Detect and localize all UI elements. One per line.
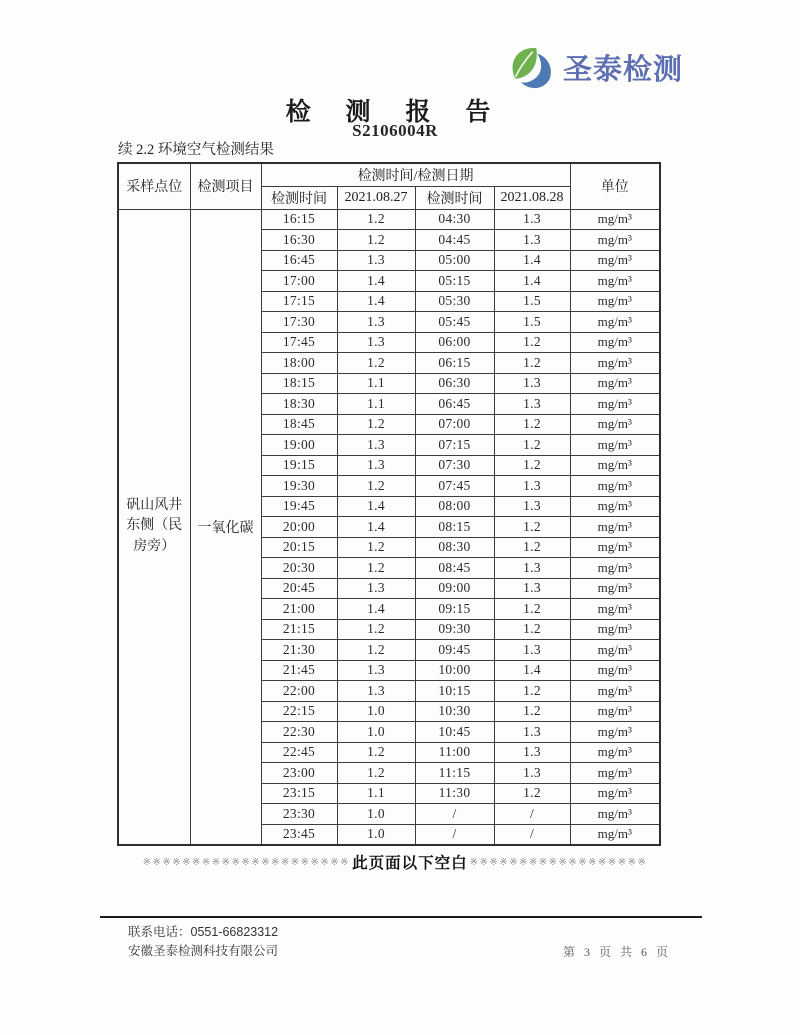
- footer-phone: 联系电话：0551-66823312: [128, 925, 279, 939]
- time-cell: /: [415, 804, 494, 825]
- unit-cell: mg/m³: [570, 640, 660, 661]
- time-cell: 21:00: [261, 599, 337, 620]
- time-cell: 09:15: [415, 599, 494, 620]
- value-cell: 1.3: [337, 681, 415, 702]
- value-cell: 1.2: [494, 599, 570, 620]
- time-cell: 21:30: [261, 640, 337, 661]
- time-cell: 07:00: [415, 414, 494, 435]
- section-label: 续 2.2 环境空气检测结果: [118, 142, 274, 158]
- unit-cell: mg/m³: [570, 763, 660, 784]
- time-cell: 20:00: [261, 517, 337, 538]
- value-cell: 1.4: [337, 271, 415, 292]
- unit-cell: mg/m³: [570, 783, 660, 804]
- value-cell: 1.2: [337, 353, 415, 374]
- th-date-1: 2021.08.27: [337, 186, 415, 209]
- time-cell: 22:30: [261, 722, 337, 743]
- unit-cell: mg/m³: [570, 209, 660, 230]
- unit-cell: mg/m³: [570, 455, 660, 476]
- value-cell: 1.2: [337, 414, 415, 435]
- unit-cell: mg/m³: [570, 332, 660, 353]
- value-cell: 1.1: [337, 373, 415, 394]
- time-cell: 06:45: [415, 394, 494, 415]
- time-cell: 23:15: [261, 783, 337, 804]
- value-cell: 1.2: [337, 537, 415, 558]
- value-cell: 1.3: [494, 476, 570, 497]
- unit-cell: mg/m³: [570, 599, 660, 620]
- value-cell: 1.0: [337, 824, 415, 845]
- value-cell: 1.4: [494, 271, 570, 292]
- value-cell: 1.2: [494, 332, 570, 353]
- unit-cell: mg/m³: [570, 578, 660, 599]
- unit-cell: mg/m³: [570, 496, 660, 517]
- logo-text: 圣泰检测: [563, 53, 684, 86]
- time-cell: /: [415, 824, 494, 845]
- value-cell: 1.2: [337, 619, 415, 640]
- value-cell: 1.4: [337, 291, 415, 312]
- th-time-date: 检测时间/检测日期: [261, 163, 570, 186]
- unit-cell: mg/m³: [570, 722, 660, 743]
- time-cell: 20:30: [261, 558, 337, 579]
- time-cell: 09:45: [415, 640, 494, 661]
- report-title: 检 测 报 告: [285, 98, 505, 126]
- value-cell: 1.2: [494, 435, 570, 456]
- time-cell: 06:00: [415, 332, 494, 353]
- time-cell: 11:30: [415, 783, 494, 804]
- th-time-2: 检测时间: [415, 186, 494, 209]
- unit-cell: mg/m³: [570, 373, 660, 394]
- time-cell: 17:45: [261, 332, 337, 353]
- value-cell: 1.3: [494, 640, 570, 661]
- time-cell: 22:45: [261, 742, 337, 763]
- unit-cell: mg/m³: [570, 312, 660, 333]
- time-cell: 22:15: [261, 701, 337, 722]
- time-cell: 19:15: [261, 455, 337, 476]
- time-cell: 05:15: [415, 271, 494, 292]
- time-cell: 10:00: [415, 660, 494, 681]
- value-cell: 1.4: [337, 517, 415, 538]
- unit-cell: mg/m³: [570, 230, 660, 251]
- results-tbody: [118, 209, 660, 845]
- value-cell: 1.2: [337, 476, 415, 497]
- value-cell: 1.0: [337, 722, 415, 743]
- time-cell: 11:00: [415, 742, 494, 763]
- value-cell: 1.3: [494, 230, 570, 251]
- value-cell: 1.3: [494, 496, 570, 517]
- time-cell: 23:45: [261, 824, 337, 845]
- value-cell: 1.2: [337, 209, 415, 230]
- unit-cell: mg/m³: [570, 517, 660, 538]
- value-cell: 1.2: [494, 455, 570, 476]
- report-number: S2106004R: [352, 121, 438, 140]
- value-cell: 1.0: [337, 804, 415, 825]
- value-cell: 1.0: [337, 701, 415, 722]
- th-sampling-point: 采样点位: [118, 163, 190, 209]
- table-row: [118, 209, 660, 230]
- table-header: [118, 163, 660, 209]
- th-date-2: 2021.08.28: [494, 186, 570, 209]
- unit-cell: mg/m³: [570, 558, 660, 579]
- results-table: [117, 162, 661, 846]
- company-logo: [503, 40, 683, 94]
- value-cell: 1.3: [494, 373, 570, 394]
- value-cell: 1.4: [494, 660, 570, 681]
- time-cell: 06:15: [415, 353, 494, 374]
- value-cell: 1.1: [337, 783, 415, 804]
- value-cell: 1.5: [494, 291, 570, 312]
- unit-cell: mg/m³: [570, 824, 660, 845]
- time-cell: 05:45: [415, 312, 494, 333]
- time-cell: 18:15: [261, 373, 337, 394]
- value-cell: 1.3: [494, 742, 570, 763]
- value-cell: 1.4: [337, 496, 415, 517]
- page-number: 第 3 页 共 6 页: [563, 945, 672, 959]
- value-cell: 1.2: [494, 701, 570, 722]
- value-cell: 1.2: [494, 681, 570, 702]
- time-cell: 09:30: [415, 619, 494, 640]
- unit-cell: mg/m³: [570, 291, 660, 312]
- time-cell: 19:45: [261, 496, 337, 517]
- value-cell: 1.2: [494, 783, 570, 804]
- blank-note-label: 此页面以下空白: [352, 855, 468, 872]
- unit-cell: mg/m³: [570, 804, 660, 825]
- time-cell: 17:15: [261, 291, 337, 312]
- unit-cell: mg/m³: [570, 271, 660, 292]
- blank-note: [0, 851, 790, 873]
- time-cell: 17:00: [261, 271, 337, 292]
- time-cell: 16:30: [261, 230, 337, 251]
- time-cell: 20:45: [261, 578, 337, 599]
- header-row-1: [118, 163, 660, 186]
- time-cell: 05:00: [415, 250, 494, 271]
- th-unit: 单位: [570, 163, 660, 209]
- time-cell: 23:30: [261, 804, 337, 825]
- time-cell: 16:45: [261, 250, 337, 271]
- time-cell: 23:00: [261, 763, 337, 784]
- value-cell: 1.2: [337, 558, 415, 579]
- unit-cell: mg/m³: [570, 435, 660, 456]
- value-cell: 1.3: [337, 332, 415, 353]
- time-cell: 07:15: [415, 435, 494, 456]
- unit-cell: mg/m³: [570, 476, 660, 497]
- footer-divider: [100, 916, 702, 918]
- time-cell: 21:15: [261, 619, 337, 640]
- value-cell: 1.3: [337, 455, 415, 476]
- time-cell: 17:30: [261, 312, 337, 333]
- time-cell: 19:00: [261, 435, 337, 456]
- value-cell: 1.2: [494, 537, 570, 558]
- unit-cell: mg/m³: [570, 681, 660, 702]
- value-cell: /: [494, 804, 570, 825]
- value-cell: 1.4: [494, 250, 570, 271]
- unit-cell: mg/m³: [570, 414, 660, 435]
- time-cell: 08:45: [415, 558, 494, 579]
- time-cell: 04:45: [415, 230, 494, 251]
- value-cell: 1.2: [337, 640, 415, 661]
- th-test-item: 检测项目: [190, 163, 261, 209]
- blank-note-markers-right: ※※※※※※※※※※※※※※※※※※: [469, 856, 648, 868]
- value-cell: 1.2: [494, 517, 570, 538]
- time-cell: 20:15: [261, 537, 337, 558]
- time-cell: 18:00: [261, 353, 337, 374]
- time-cell: 22:00: [261, 681, 337, 702]
- time-cell: 21:45: [261, 660, 337, 681]
- time-cell: 09:00: [415, 578, 494, 599]
- test-item-cell: 一氧化碳: [190, 209, 261, 845]
- time-cell: 08:30: [415, 537, 494, 558]
- unit-cell: mg/m³: [570, 394, 660, 415]
- time-cell: 18:30: [261, 394, 337, 415]
- value-cell: 1.2: [494, 414, 570, 435]
- blank-note-markers-left: ※※※※※※※※※※※※※※※※※※※※※: [142, 856, 351, 868]
- value-cell: /: [494, 824, 570, 845]
- value-cell: 1.1: [337, 394, 415, 415]
- value-cell: 1.3: [337, 660, 415, 681]
- time-cell: 10:45: [415, 722, 494, 743]
- time-cell: 07:45: [415, 476, 494, 497]
- value-cell: 1.3: [494, 722, 570, 743]
- time-cell: 16:15: [261, 209, 337, 230]
- time-cell: 11:15: [415, 763, 494, 784]
- time-cell: 04:30: [415, 209, 494, 230]
- value-cell: 1.3: [494, 578, 570, 599]
- time-cell: 08:15: [415, 517, 494, 538]
- time-cell: 06:30: [415, 373, 494, 394]
- th-time-1: 检测时间: [261, 186, 337, 209]
- unit-cell: mg/m³: [570, 742, 660, 763]
- time-cell: 07:30: [415, 455, 494, 476]
- value-cell: 1.5: [494, 312, 570, 333]
- value-cell: 1.3: [494, 558, 570, 579]
- value-cell: 1.3: [494, 209, 570, 230]
- value-cell: 1.3: [494, 394, 570, 415]
- unit-cell: mg/m³: [570, 619, 660, 640]
- value-cell: 1.2: [337, 763, 415, 784]
- value-cell: 1.3: [337, 435, 415, 456]
- time-cell: 08:00: [415, 496, 494, 517]
- value-cell: 1.2: [494, 619, 570, 640]
- time-cell: 10:30: [415, 701, 494, 722]
- value-cell: 1.4: [337, 599, 415, 620]
- time-cell: 19:30: [261, 476, 337, 497]
- sampling-point-cell: 矾山风井东侧（民房旁）: [118, 209, 190, 845]
- time-cell: 18:45: [261, 414, 337, 435]
- unit-cell: mg/m³: [570, 660, 660, 681]
- unit-cell: mg/m³: [570, 701, 660, 722]
- value-cell: 1.3: [337, 578, 415, 599]
- unit-cell: mg/m³: [570, 250, 660, 271]
- leaf-icon: [503, 40, 557, 94]
- time-cell: 05:30: [415, 291, 494, 312]
- unit-cell: mg/m³: [570, 353, 660, 374]
- value-cell: 1.2: [337, 742, 415, 763]
- value-cell: 1.3: [337, 312, 415, 333]
- value-cell: 1.2: [494, 353, 570, 374]
- value-cell: 1.2: [337, 230, 415, 251]
- unit-cell: mg/m³: [570, 537, 660, 558]
- value-cell: 1.3: [337, 250, 415, 271]
- time-cell: 10:15: [415, 681, 494, 702]
- footer-company: 安徽圣泰检测科技有限公司: [128, 944, 279, 958]
- value-cell: 1.3: [494, 763, 570, 784]
